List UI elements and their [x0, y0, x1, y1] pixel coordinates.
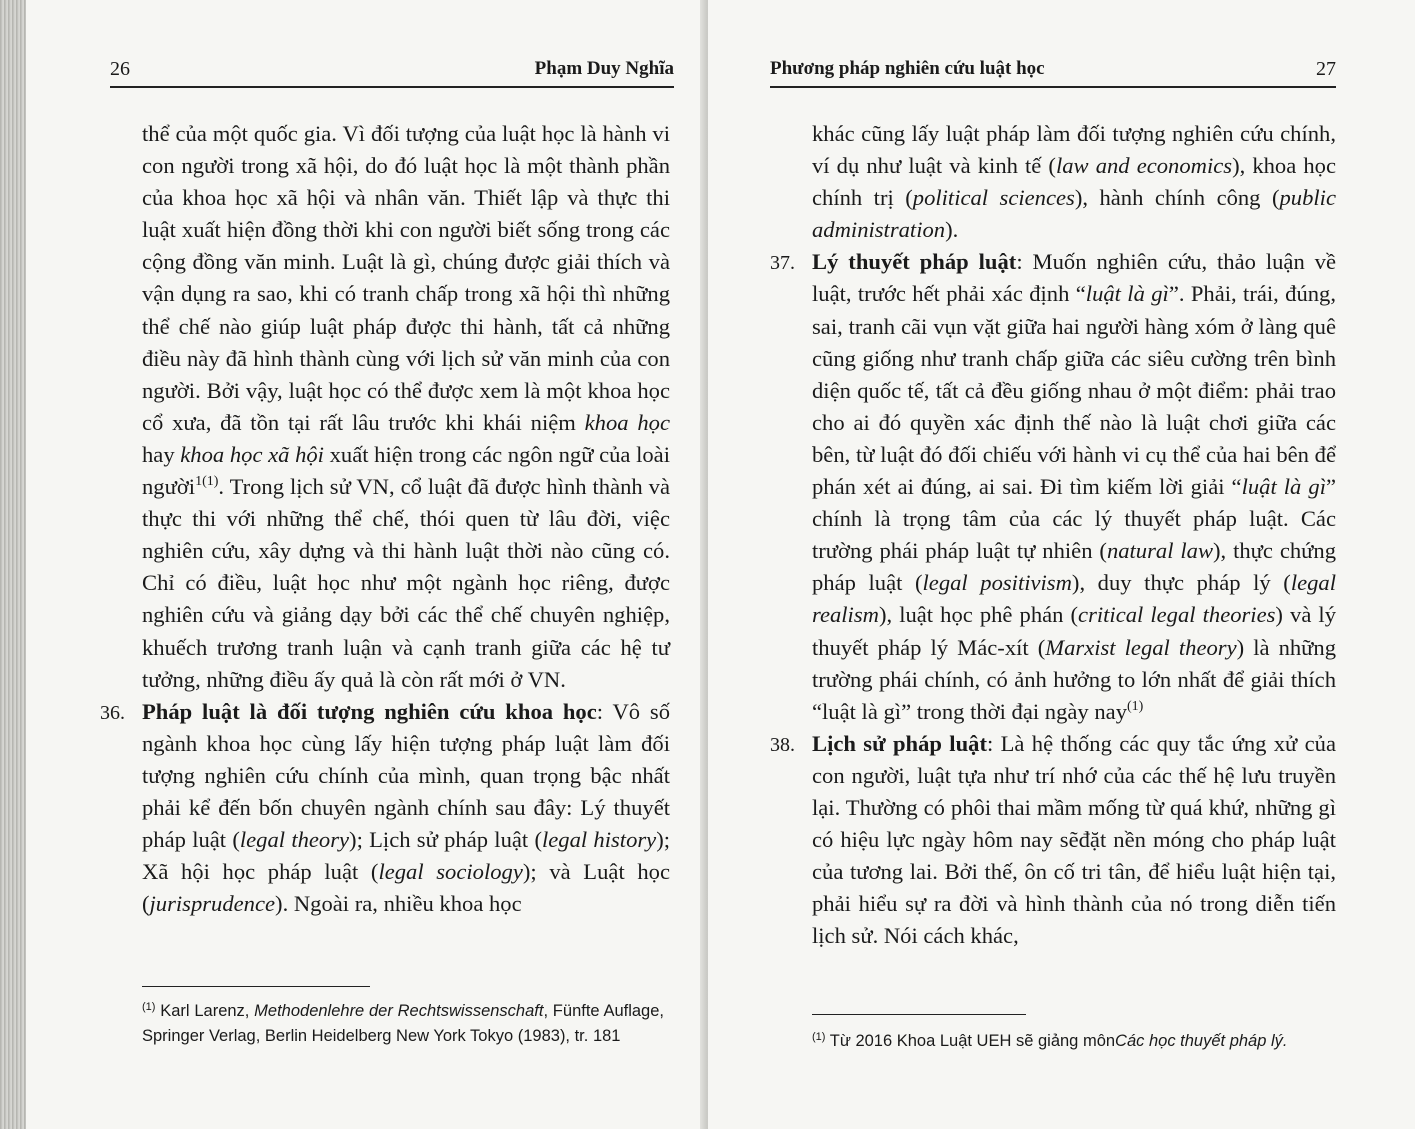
paragraph-37-heading: Lý thuyết pháp luật — [812, 249, 1017, 275]
right-running-head: Phương pháp nghiên cứu luật học — [770, 58, 1045, 79]
paragraph-37: 37. Lý thuyết pháp luật: Muốn nghiên cứu, thảo luận về luật, trước hết phải xác định “luật là gì”. Phải, trái, đúng, sai, tranh cãi vụn vặt giữa hai người hàng xóm ở làng quê cũng giống như tranh chấp giữa các siêu cường trên bình diện quốc tế, tất cả đều giống nhau ở một điểm: phải trao cho ai đó quyền xác định thế nào là luật chơi giữa các bên, từ luật đó đối chiếu với hành vi cụ thể của hai bên để phán xét ai đúng, ai sai. Đi tìm kiếm lời giải “luật là gì” chính là trọng tâm của các lý thuyết pháp luật. Các trường phái pháp luật tự nhiên (natural law), thực chứng pháp luật (legal positivism), duy thực pháp lý (legal realism), luật học phê phán (critical legal theories) và lý thuyết pháp lý Mác-xít (Marxist legal theory) là những trường phái chính, có ảnh hưởng to lớn nhất để giải thích “luật là gì” trong thời đại ngày nay$^{(1)}$ — [770, 249, 1337, 724]
paragraph-36-heading: Pháp luật là đối tượng nghiên cứu khoa học — [142, 698, 597, 724]
right-footnote: $^{(1)}$ Từ 2016 Khoa Luật UEH sẽ giảng mônCác học thuyết pháp lý. — [812, 1031, 1288, 1050]
left-page — [0, 0, 706, 1129]
right-body-text — [770, 118, 1337, 952]
left-running-head: Phạm Duy Nghĩa — [534, 58, 674, 79]
right-footnote-rule — [812, 1014, 1026, 1015]
left-page-number: 26 — [110, 58, 130, 80]
paragraph-36: 36. Pháp luật là đối tượng nghiên cứu khoa học: Vô số ngành khoa học cùng lấy hiện tượng pháp luật làm đối tượng nghiên cứu chính của mình, quan trọng bậc nhất phải kể đến bốn chuyên ngành chính sau đây: Lý thuyết pháp luật (legal theory); Lịch sử pháp luật (legal history); Xã hội học pháp luật (legal sociology); và Luật học (jurisprudence). Ngoài ra, nhiều khoa học — [100, 698, 671, 917]
page-edge-stack — [0, 0, 26, 1129]
left-footnote: $^{(1)}$ Karl Larenz, Methodenlehre der Rechtswissenschaft, Fünfte Auflage, Springer Verlag, Berlin Heidelberg New York Tokyo (1983), tr. 181 — [142, 1001, 664, 1045]
footnote-ref: (1) — [1127, 698, 1144, 714]
right-page — [708, 0, 1415, 1129]
left-running-header — [110, 56, 674, 88]
left-body-text — [100, 118, 671, 920]
paragraph-number-36: 36. — [100, 701, 125, 724]
left-footnote-rule — [142, 986, 370, 987]
paragraph-38-heading: Lịch sử pháp luật — [812, 730, 987, 756]
right-running-header — [770, 56, 1336, 88]
right-continued-paragraph: khác cũng lấy luật pháp làm đối tượng nghiên cứu chính, ví dụ như luật và kinh tế (law and economics), khoa học chính trị (political sciences), hành chính công (public administration). — [812, 121, 1336, 243]
left-continued-paragraph: thể của một quốc gia. Vì đối tượng của luật học là hành vi con người trong xã hội, do đó luật học là một thành phần của khoa học xã hội và nhân văn. Thiết lập và thực thi luật xuất hiện đồng thời khi con người biết sống trong các cộng đồng văn minh. Luật là gì, chúng được giải thích và vận dụng ra sao, khi có tranh chấp trong xã hội thì những thể chế nào giúp luật pháp được thi hành, tất cả những điều này đã hình thành cùng với lịch sử văn minh của con người. Bởi vậy, luật học có thể được xem là một khoa học cổ xưa, đã tồn tại rất lâu trước khi khái niệm khoa học hay khoa học xã hội xuất hiện trong các ngôn ngữ của loài người$^{1(1)}$. Trong lịch sử VN, cổ luật đã được hình thành và thực thi với những thể chế, thói quen từ lâu đời, việc nghiên cứu, xây dựng và thi hành luật thời nào cũng có. Chỉ có điều, luật học như một ngành học riêng, được nghiên cứu và giảng dạy bởi các thể chế chuyên nghiệp, khuếch trương tranh luận và cạnh tranh giữa các hệ tư tưởng, những điều ấy quả là còn rất mới ở VN. — [142, 121, 670, 692]
paragraph-number-38: 38. — [770, 733, 795, 756]
paragraph-number-37: 37. — [770, 252, 795, 275]
right-page-number: 27 — [1316, 58, 1336, 80]
footnote-ref: 1(1) — [195, 474, 219, 490]
paragraph-38: 38. Lịch sử pháp luật: Là hệ thống các quy tắc ứng xử của con người, luật tựa như trí nhớ của các thế hệ lưu truyền lại. Thường có phôi thai mầm mống từ quá khứ, những gì có hiệu lực ngày hôm nay sẽđặt nền móng cho pháp luật của tương lai. Bởi thế, ôn cố tri tân, để hiểu luật hiện tại, phải hiểu sự ra đời và hình thành của nó trong diễn tiến lịch sử. Nói cách khác, — [770, 730, 1336, 949]
